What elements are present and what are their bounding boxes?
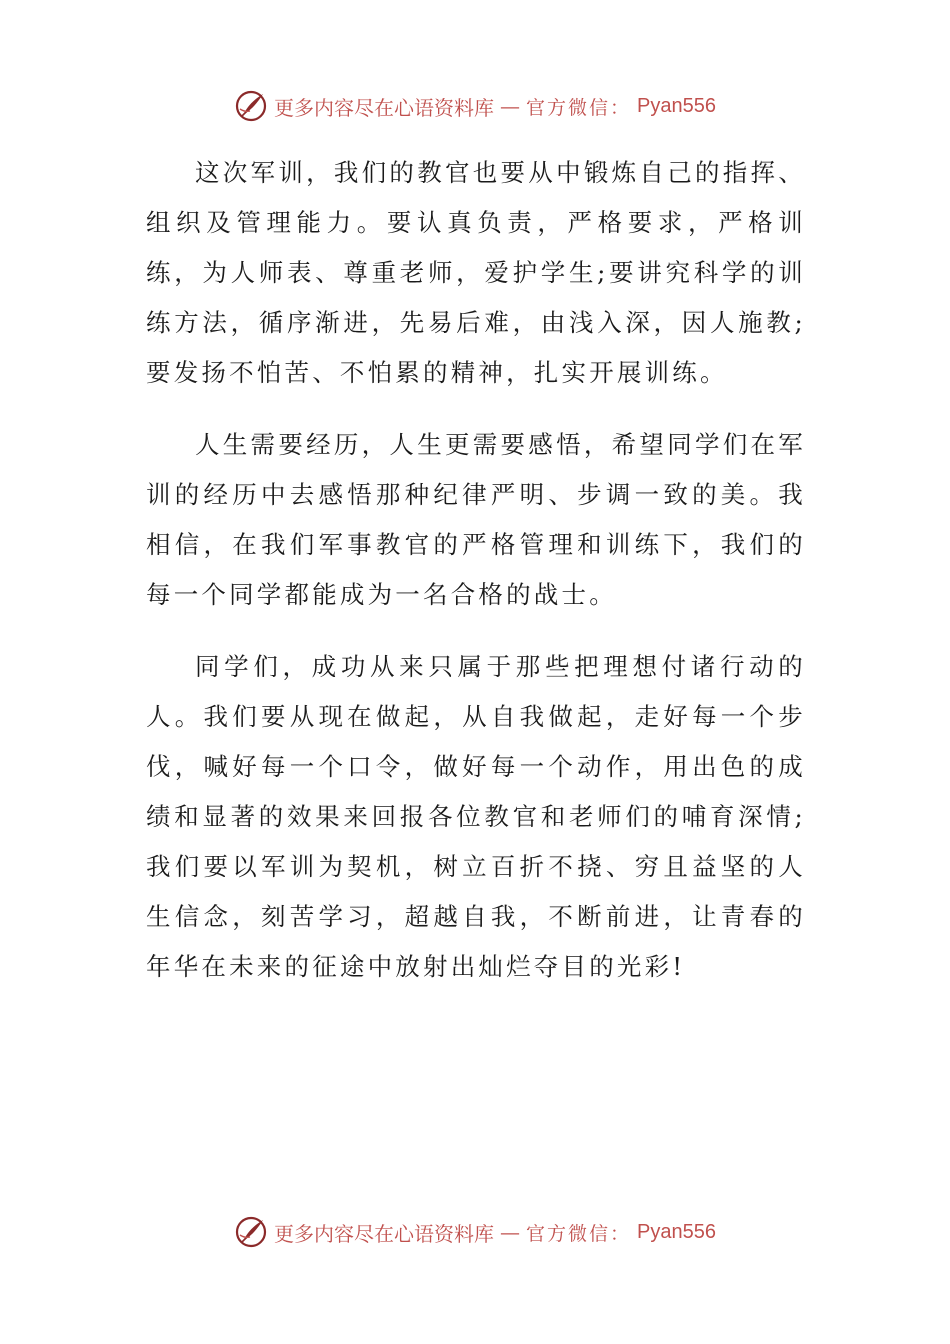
footer-wechat-label: 官方微信： xyxy=(526,1222,632,1245)
page-header xyxy=(0,86,950,126)
footer-brand xyxy=(234,1215,716,1249)
quill-pen-icon xyxy=(234,1215,268,1249)
paragraph: 这次军训，我们的教官也要从中锻炼自己的指挥、组织及管理能力。要认真负责，严格要求，严格训练，为人师表、尊重老师，爱护学生;要讲究科学的训练方法，循序渐进，先易后难，由浅入深，因人施教;要发扬不怕苦、不怕累的精神，扎实开展训练。 xyxy=(146,158,806,387)
footer-separator: — xyxy=(500,1220,520,1244)
header-separator: — xyxy=(500,94,520,118)
footer-site-text: 更多内容尽在心语资料库 xyxy=(274,1221,494,1246)
footer-wechat-id: Pyan556 xyxy=(637,1220,716,1243)
document-body xyxy=(146,148,806,1014)
header-site-text: 更多内容尽在心语资料库 xyxy=(274,95,494,120)
header-brand xyxy=(234,89,716,123)
quill-pen-icon xyxy=(234,89,268,123)
paragraph: 同学们，成功从来只属于那些把理想付诸行动的人。我们要从现在做起，从自我做起，走好每一个步伐，喊好每一个口令，做好每一个动作，用出色的成绩和显著的效果来回报各位教官和老师们的哺育深情;我们要以军训为契机，树立百折不挠、穷且益坚的人生信念，刻苦学习，超越自我，不断前进，让青春的年华在未来的征途中放射出灿烂夺目的光彩! xyxy=(146,652,806,981)
paragraph: 人生需要经历，人生更需要感悟，希望同学们在军训的经历中去感悟那种纪律严明、步调一致的美。我相信，在我们军事教官的严格管理和训练下，我们的每一个同学都能成为一名合格的战士。 xyxy=(146,430,806,609)
header-wechat-label: 官方微信： xyxy=(526,96,632,119)
page-footer xyxy=(0,1212,950,1252)
header-wechat-id: Pyan556 xyxy=(637,94,716,117)
